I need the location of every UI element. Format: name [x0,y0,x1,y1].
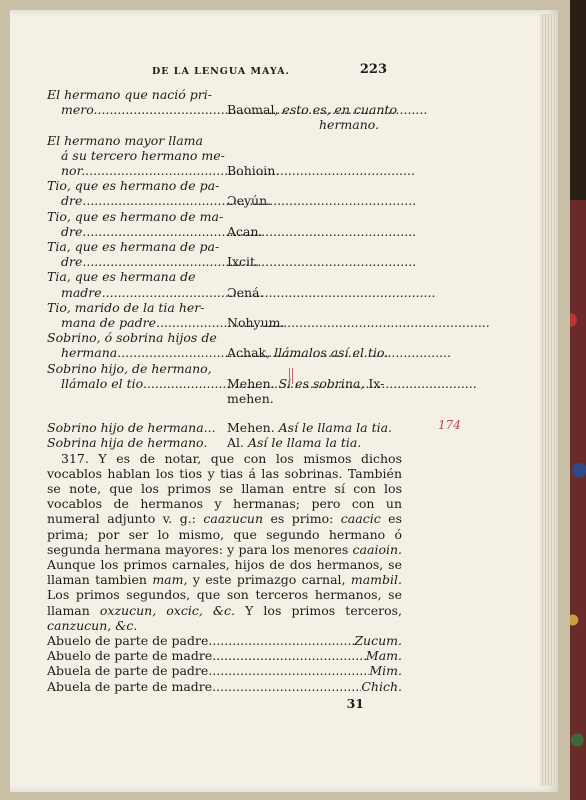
glossary-gloss [223,269,402,299]
paragraph-run: Y los primos terceros, [235,602,402,618]
gloss-note: esto es, en cuanto [278,102,398,118]
glossary-row [47,361,402,407]
term-text: madre [61,284,102,300]
grandparent-row [47,648,402,663]
term-line-last [47,193,223,208]
pencil-mark [289,368,293,384]
glossary-term [47,361,223,391]
gloss-spacer [227,178,402,193]
term-line: El hermano que nació pri- [47,87,212,102]
kin-label: Abuelo de parte de madre [47,648,213,664]
glossary-term [47,239,223,269]
paragraph-run: caacic [340,511,381,527]
term-line-last [47,315,223,330]
glossary-gloss [223,239,402,269]
gloss-note-cont: hermano. [319,117,380,133]
maya-word: Mehen. [227,420,275,436]
kin-label: Abuela de parte de madre [47,678,213,694]
page-header [47,62,402,78]
paragraph-run: Aunque los primos carnales, hijos de dos hermanos, se llaman tambien [47,557,402,588]
maya-word: Mam. [365,648,402,664]
maya-word: Ɔeyún. [227,193,272,209]
paragraph-run: caaioin. [352,541,402,557]
glossary-row [47,420,402,435]
grandparent-row [47,663,402,678]
paragraph-run: es prima; por ser lo mismo, que segundo hermano ó segunda hermana mayores: y para los menores [47,511,402,557]
maya-word: Baomal, [227,102,279,118]
margin-note: 174 [438,418,461,432]
glossary-term [47,87,223,117]
term-line: Tio, que es hermano de ma- [47,208,224,224]
paragraph-run: Los primos segundos, que son terceros hermanos, se llaman [47,587,402,618]
gloss-spacer [227,269,402,284]
maya-word: Acan. [227,223,263,239]
grandparent-row [47,633,402,648]
kinship-glossary-extra [47,420,402,450]
term-line: Tio, que es hermano de pa- [47,178,220,194]
glossary-term [47,178,223,208]
glossary-term [47,300,223,330]
glossary-gloss [223,133,402,179]
running-title: DE LA LENGUA MAYA. [152,66,290,77]
paragraph-run: caazucun [203,511,264,527]
glossary-row [47,300,402,330]
glossary-gloss [223,178,402,208]
dot-leader [208,633,354,648]
term-line-last [47,345,223,360]
term-text: dre [61,223,83,239]
term-text: hermana [61,345,118,361]
maya-word: Nohyum. [227,315,285,331]
glossary-term [47,209,223,239]
term-line-last [47,285,223,300]
term-line-last [47,163,223,178]
term-line-last [47,254,223,269]
term-line: Sobrino hijo, de hermano, [47,360,212,376]
glossary-term [47,269,223,299]
gloss-spacer [227,133,402,163]
paragraph-run: 317. Y es de notar, que con los mismos dichos vocablos hablan los tios y tias á las sobrinas. También se note, que los primos se llaman entre sí con los vocablos de hermanos y hermanas; pero con un numeral adjunto v. g.: [47,450,402,527]
glossary-row [47,239,402,269]
gloss-spacer [227,330,402,345]
maya-word: Achak, [227,345,271,361]
glossary-gloss [223,209,402,239]
term-line: Tio, marido de la tia her- [47,299,205,315]
term-text: nor [61,163,82,178]
maya-word: Zucum. [354,633,402,649]
maya-word: Ixcit. [227,254,259,270]
maya-word: Ɔená. [227,284,264,300]
paragraph-run: es primo: [263,511,341,527]
glossary-row [47,435,402,450]
term-line: Sobrino, ó sobrina hijos de [47,330,217,346]
maya-word: Mim. [369,663,402,679]
term-line-last [47,376,223,391]
gloss-spacer [227,87,402,102]
maya-word: Mehen. [227,375,275,391]
grandparents-list [47,633,402,694]
maya-word: Al. [227,435,244,451]
term-line: El hermano mayor llama [47,132,203,148]
term-line: á su tercero hermano me- [61,147,225,163]
glossary-row [47,269,402,299]
term-text: dre [61,193,83,209]
glossary-row [47,209,402,239]
glossary-gloss [223,420,402,435]
page-number: 223 [359,62,387,77]
gloss-cont: mehen. [227,391,274,407]
glossary-row [47,133,402,179]
paragraph-317 [47,451,402,633]
gloss-note: llámalos así el tio. [270,345,389,361]
glossary-term: Sobrina hija de hermano. [47,435,208,451]
paragraph-run: mambil. [350,572,402,588]
paragraph-run: y este primazgo carnal, [187,572,351,588]
kinship-glossary [47,87,402,406]
maya-word: Bohioin. [227,162,280,178]
gloss-spacer [227,239,402,254]
gloss-spacer [227,209,402,224]
glossary-term: Sobrino hijo de hermana... [47,420,216,436]
dot-leader [212,648,366,663]
term-text: mana de padre [61,315,156,331]
glossary-term [47,133,223,179]
glossary-gloss [223,300,402,330]
page-text [47,62,402,711]
glossary-row [47,330,402,360]
glossary-gloss [223,361,402,407]
dot-leader [208,663,369,678]
signature-mark: 31 [346,695,364,711]
paragraph-run: oxzucun, oxcic, &c. [99,602,235,618]
gloss-note: Así le llama la tia. [244,435,362,451]
grandparent-row [47,679,402,694]
glossary-gloss [223,330,402,360]
page-edges [540,14,556,786]
paragraph-run: canzucun, &c. [47,617,138,633]
kin-label: Abuelo de parte de padre [47,633,209,649]
kin-label: Abuela de parte de padre [47,663,209,679]
term-text: dre [61,254,83,270]
term-line: Tia, que es hermana de pa- [47,239,220,255]
gloss-note: Así le llama la tia. [274,420,393,436]
glossary-gloss [223,87,402,133]
term-line-last [47,224,223,239]
gloss-spacer [227,361,402,376]
gloss-note: Si es sobrina, [274,375,365,391]
glossary-term [47,330,223,360]
term-text: mero [61,102,94,118]
term-line: Tia, que es hermana de [47,269,196,285]
paragraph-run: mam, [152,572,188,588]
term-text: llámalo el tio [61,375,143,391]
gloss-tail: Ix- [364,375,385,391]
glossary-gloss [223,435,402,450]
spacer [47,406,402,420]
glossary-row [47,178,402,208]
dot-leader [212,679,361,694]
glossary-row [47,87,402,133]
term-line-last [47,102,223,117]
gloss-spacer [227,300,402,315]
maya-word: Chich. [361,678,402,694]
